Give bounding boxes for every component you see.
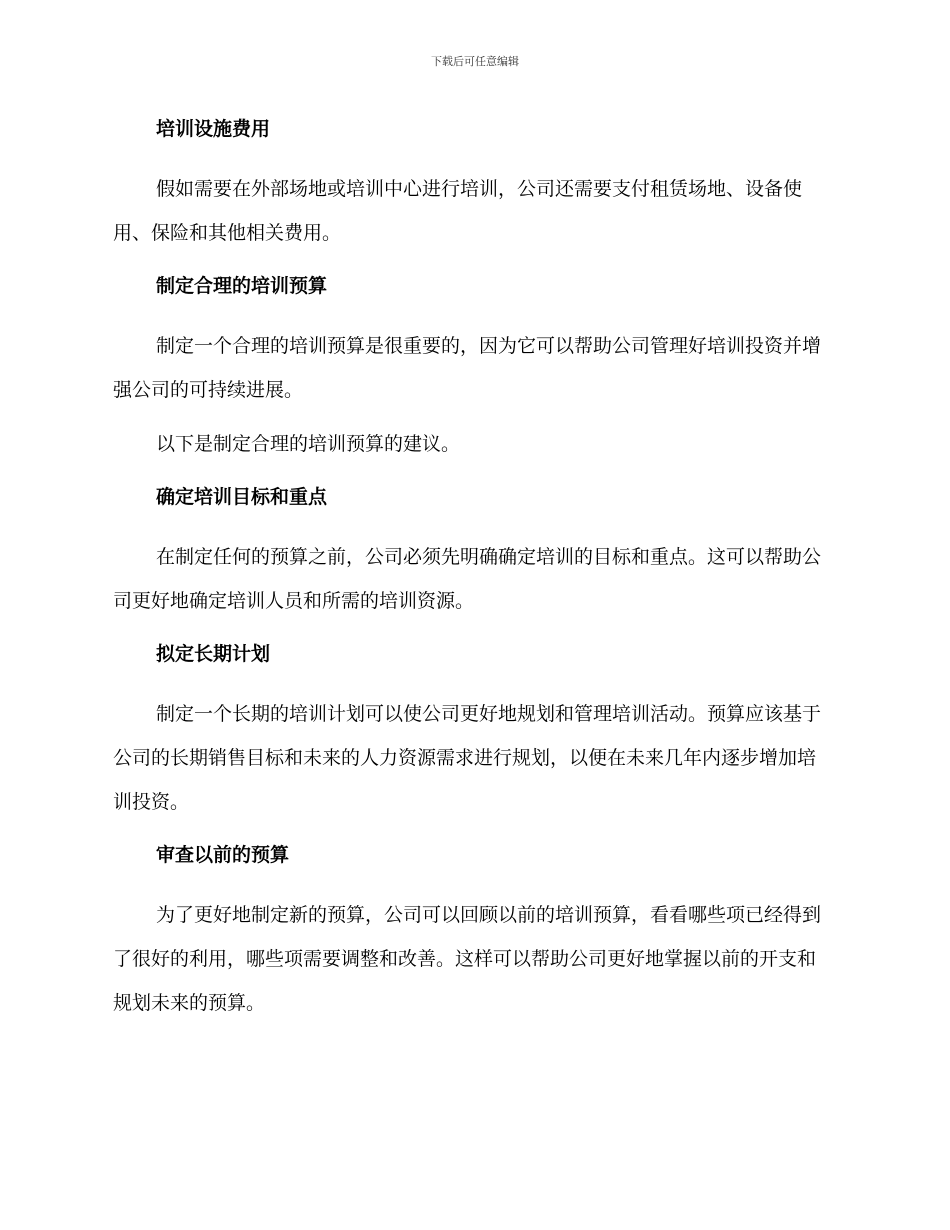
paragraph: 制定一个合理的培训预算是很重要的，因为它可以帮助公司管理好培训投资并增强公司的可持续进展。 [113, 335, 822, 401]
section-heading: 审查以前的预算 [156, 844, 290, 866]
section-heading: 制定合理的培训预算 [156, 275, 328, 297]
page-header: 下载后可任意编辑 [431, 55, 519, 68]
paragraph: 为了更好地制定新的预算，公司可以回顾以前的培训预算，看看哪些项已经得到了很好的利用，哪些项需要调整和改善。这样可以帮助公司更好地掌握以前的开支和规划未来的预算。 [113, 904, 822, 1014]
paragraph: 假如需要在外部场地或培训中心进行培训，公司还需要支付租赁场地、设备使用、保险和其他相关费用。 [113, 178, 803, 244]
paragraph: 在制定任何的预算之前，公司必须先明确确定培训的目标和重点。这可以帮助公司更好地确定培训人员和所需的培训资源。 [113, 546, 822, 612]
paragraph: 以下是制定合理的培训预算的建议。 [156, 433, 461, 455]
section-heading: 培训设施费用 [156, 118, 271, 140]
paragraph: 制定一个长期的培训计划可以使公司更好地规划和管理培训活动。预算应该基于公司的长期销售目标和未来的人力资源需求进行规划，以便在未来几年内逐步增加培训投资。 [113, 703, 822, 813]
section-heading: 确定培训目标和重点 [156, 486, 328, 508]
section-heading: 拟定长期计划 [156, 643, 271, 665]
document-body [113, 112, 833, 1039]
